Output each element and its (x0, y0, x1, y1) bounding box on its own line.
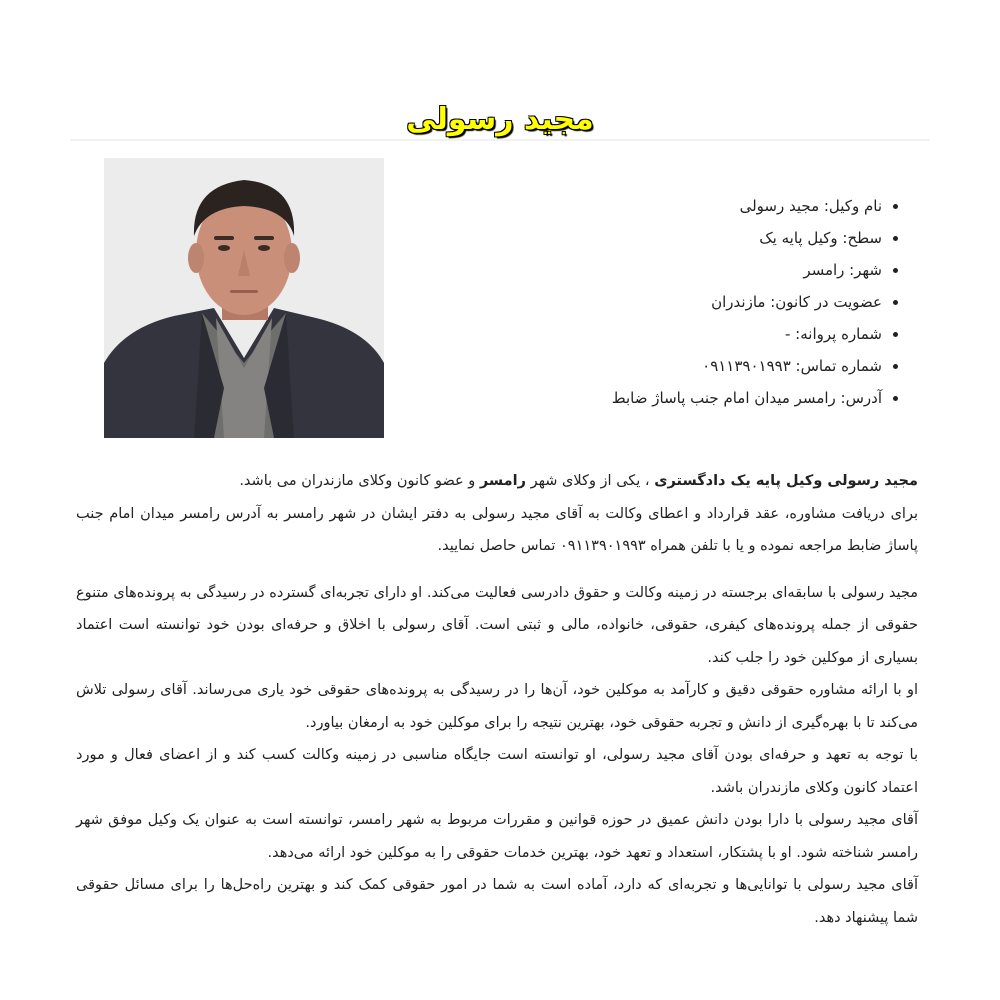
intro-paragraph (76, 465, 918, 498)
body-paragraph-3: با توجه به تعهد و حرفه‌ای بودن آقای مجید رسولی، او توانسته است جایگاه مناسبی در زمینه وکالت کسب کند و از اعضای فعال و مورد اعتماد کانون وکلای مازندران باشد. (76, 747, 918, 796)
info-item-level: • سطح: وکیل پایه یک (362, 222, 882, 254)
paragraph-gap (76, 563, 918, 577)
info-item-city: • شهر: رامسر (362, 254, 882, 286)
body-paragraph-1: مجید رسولی با سابقه‌ای برجسته در زمینه وکالت و حقوق دادرسی فعالیت می‌کند. او دارای تجربه‌ای گسترده در رسیدگی به پرونده‌های متنوع حقوقی از جمله پرونده‌های کیفری، حقوقی، خانواده، مالی و ثبتی است. آقای رسولی با اخلاق و حرفه‌ای بودن خود توانسته است اعتماد بسیاری از موکلین خود را جلب کند. (76, 584, 918, 666)
body-paragraph-4: آقای مجید رسولی با دارا بودن دانش عمیق در حوزه قوانین و مقررات مربوط به شهر رامسر، توانسته است به عنوان یک وکیل موفق شهر رامسر شناخته شود. او با پشتکار، استعداد و تعهد خود، بهترین خدمات حقوقی را به موکلین خود ارائه می‌دهد. (76, 812, 918, 861)
page-title: مجید رسولی (406, 102, 594, 138)
body-paragraph-2: او با ارائه مشاوره حقوقی دقیق و کارآمد به موکلین خود، آن‌ها را در رسیدگی به پرونده‌های حقوقی خود یاری می‌رساند. آقای رسولی تلاش می‌کند تا با بهره‌گیری از دانش و تجربه حقوقی خود، بهترین نتیجه را برای موکلین خود به ارمغان بیاورد. (76, 682, 918, 731)
lawyer-info-list (362, 190, 902, 414)
info-item-bar-association: • عضویت در کانون: مازندران (362, 286, 882, 318)
lawyer-photo (104, 158, 384, 438)
intro-text-part-1: ، یکی از وکلای شهر (525, 473, 655, 489)
body-paragraph-5: آقای مجید رسولی با توانایی‌ها و تجربه‌ای که دارد، آماده است به شما در امور حقوقی کمک کند و بهترین راه‌حل‌ها را برای مسائل حقوقی شما پیشنهاد دهد. (76, 877, 918, 926)
info-item-phone: • شماره تماس: ۰۹۱۱۳۹۰۱۹۹۳ (362, 350, 882, 382)
title-divider (70, 139, 930, 141)
intro-bold-city: رامسر (479, 473, 526, 489)
lawyer-portrait-image (104, 158, 384, 438)
intro-text-part-2: و عضو کانون وکلای مازندران می باشد. (239, 473, 480, 489)
intro-bold-name: مجید رسولی وکیل پایه یک دادگستری (654, 473, 918, 489)
lawyer-description (76, 465, 918, 934)
intro-contact-paragraph: برای دریافت مشاوره، عقد قرارداد و اعطای وکالت به آقای مجید رسولی به دفتر ایشان در شهر رامسر به آدرس رامسر میدان امام جنب پاساژ ضابط مراجعه نموده و یا با تلفن همراه ۰۹۱۱۳۹۰۱۹۹۳ تماس حاصل نمایید. (76, 505, 918, 554)
info-item-license-number: • شماره پروانه: - (362, 318, 882, 350)
info-item-name: • نام وکیل: مجید رسولی (362, 190, 882, 222)
info-item-address: • آدرس: رامسر میدان امام جنب پاساژ ضابط (362, 382, 882, 414)
